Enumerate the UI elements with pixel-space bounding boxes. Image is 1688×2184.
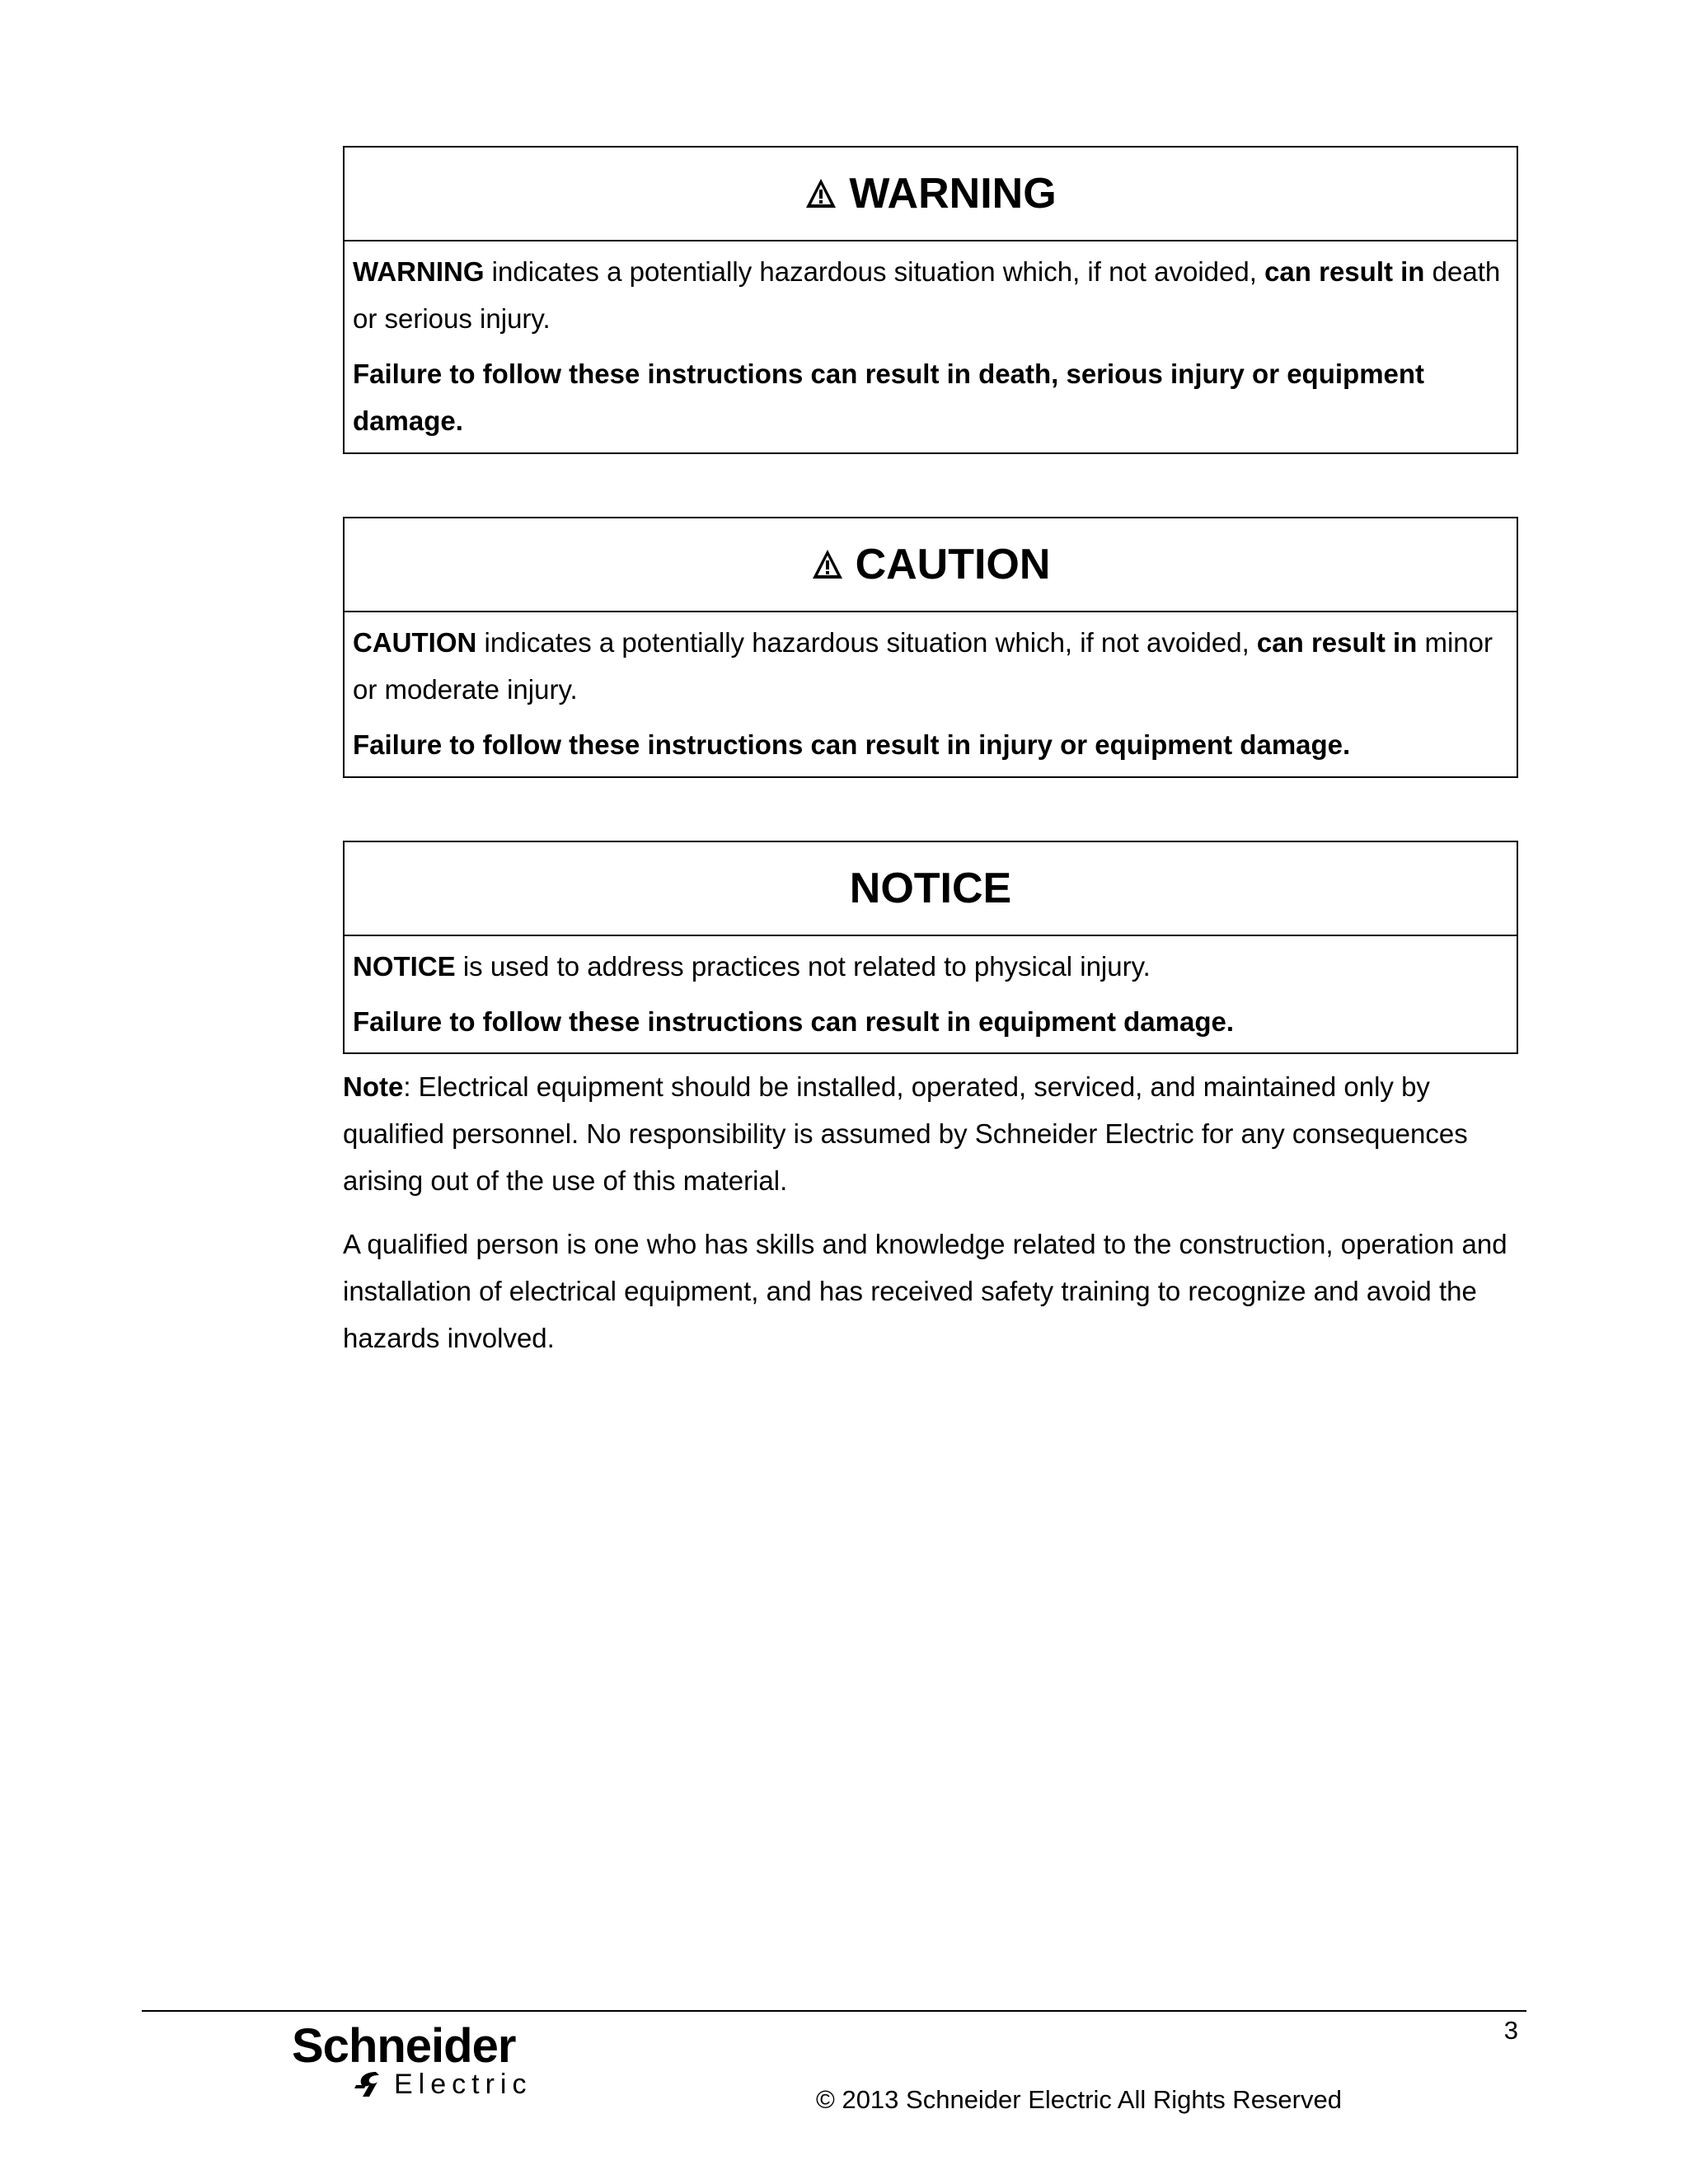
qualified-person-paragraph: A qualified person is one who has skills and knowledge related to the construction, operation and installation of electrical equipment, and has received safety training to recognize and avoid the hazards involved. [343,1229,1507,1353]
caution-lead: CAUTION [353,627,477,658]
warning-triangle-icon [804,177,837,210]
logo-electric: Electric [394,2069,532,2100]
caution-definition: CAUTION indicates a potentially hazardous situation which, if not avoided, can result in minor or moderate injury. [353,627,1493,705]
caution-header [345,518,1517,612]
warning-lead: WARNING [353,256,485,287]
warning-header [345,148,1517,241]
logo-name: Schneider [292,2019,516,2073]
warning-definition: WARNING indicates a potentially hazardous situation which, if not avoided, can result in death or serious injury. [353,256,1501,334]
caution-triangle-icon [811,548,844,581]
notice-body [345,936,1517,1045]
caution-failure-text: Failure to follow these instructions can result in injury or equipment damage. [353,729,1351,760]
note-paragraph: Note: Electrical equipment should be installed, operated, serviced, and maintained only by qualified personnel. No responsibility is assumed by Schneider Electric for any consequences arising out of the use of this material. [343,1071,1468,1196]
logo-sub [351,2069,547,2100]
notice-title: NOTICE [849,865,1012,912]
warning-failure-text: Failure to follow these instructions can result in death, serious injury or equipment damage. [353,359,1425,436]
warning-title: WARNING [849,170,1057,218]
note-section [343,1063,1522,1378]
notice-header [345,842,1517,936]
copyright-text: © 2013 Schneider Electric All Rights Reserved [816,2085,1342,2114]
page-number: 3 [1503,2016,1518,2045]
footer-divider [142,2010,1526,2012]
notice-failure-text: Failure to follow these instructions can result in equipment damage. [353,1006,1235,1037]
schneider-electric-logo [292,2021,547,2100]
note-lead: Note [343,1071,404,1102]
warning-body [345,241,1517,444]
caution-body [345,612,1517,768]
notice-box [343,841,1518,1054]
caution-title: CAUTION [855,541,1051,588]
notice-lead: NOTICE [353,951,456,982]
warning-box [343,146,1518,454]
caution-box [343,517,1518,778]
schneider-mark-icon [351,2069,389,2100]
notice-definition: NOTICE is used to address practices not related to physical injury. [353,951,1151,982]
